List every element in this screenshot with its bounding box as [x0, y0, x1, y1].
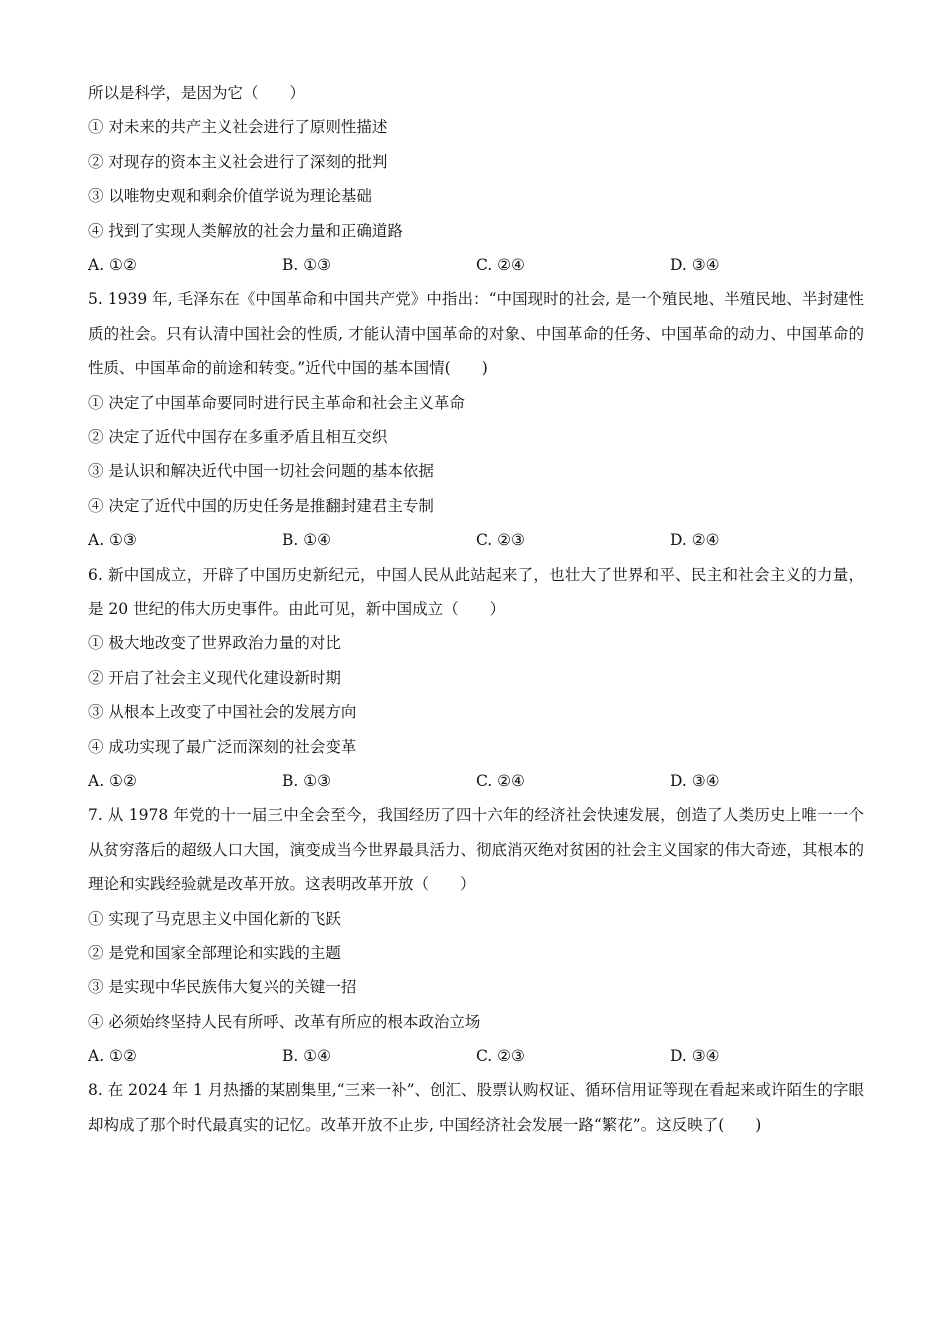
answer-options	[88, 523, 864, 557]
statement-line: ④ 决定了近代中国的历史任务是推翻封建君主专制	[88, 496, 434, 515]
answer-option: A. ①③	[88, 531, 137, 550]
statement-line: ④ 成功实现了最广泛而深刻的社会变革	[88, 737, 357, 756]
exam-page	[88, 76, 864, 1142]
answer-options	[88, 764, 864, 798]
answer-option: B. ①③	[282, 771, 332, 790]
answer-option: C. ②④	[476, 255, 525, 274]
answer-option: B. ①③	[282, 255, 332, 274]
statement-line: ③ 从根本上改变了中国社会的发展方向	[88, 703, 357, 722]
answer-option: A. ①②	[88, 255, 137, 274]
answer-option: A. ①②	[88, 771, 137, 790]
statement-line: ④ 必须始终坚持人民有所呼、改革有所应的根本政治立场	[88, 1012, 481, 1031]
statement-line: ① 实现了马克思主义中国化新的飞跃	[88, 909, 341, 928]
statement-line: 所以是科学，是因为它（ ）	[88, 84, 306, 102]
answer-option: D. ③④	[670, 1047, 720, 1066]
question-stem: 6. 新中国成立，开辟了中国历史新纪元，中国人民从此站起来了，也壮大了世界和平、民主和社会主义的力量，是 20 世纪的伟大历史事件。由此可见，新中国成立（ ）	[88, 565, 864, 618]
statement-line: ③ 以唯物史观和剩余价值学说为理论基础	[88, 187, 372, 206]
statement-line: ① 极大地改变了世界政治力量的对比	[88, 634, 341, 653]
question-stem: 5. 1939 年, 毛泽东在《中国革命和中国共产党》中指出：“中国现时的社会, 是一个殖民地、半殖民地、半封建性质的社会。只有认清中国社会的性质, 才能认清中国革命的对象、中国革命的任务、中国革命的动力、中国革命的性质、中国革命的前途和转变。”近代中国的基本国情( )	[88, 290, 864, 378]
answer-options	[88, 1039, 864, 1073]
question-stem: 8. 在 2024 年 1 月热播的某剧集里,“三来一补”、创汇、股票认购权证、循环信用证等现在看起来或许陌生的字眼却构成了那个时代最真实的记忆。改革开放不止步, 中国经济社会发展一路“繁花”。这反映了( )	[88, 1081, 864, 1134]
statement-line: ③ 是实现中华民族伟大复兴的关键一招	[88, 978, 357, 997]
question-stem: 7. 从 1978 年党的十一届三中全会至今，我国经历了四十六年的经济社会快速发展，创造了人类历史上唯一一个从贫穷落后的超级人口大国，演变成当今世界最具活力、彻底消灭绝对贫困的社会主义国家的伟大奇迹，其根本的理论和实践经验就是改革开放。这表明改革开放（ ）	[88, 806, 864, 894]
answer-options	[88, 248, 864, 282]
statement-line: ① 决定了中国革命要同时进行民主革命和社会主义革命	[88, 393, 465, 412]
statement-line: ① 对未来的共产主义社会进行了原则性描述	[88, 118, 388, 137]
answer-option: D. ②④	[670, 531, 720, 550]
statement-line: ② 是党和国家全部理论和实践的主题	[88, 943, 341, 962]
statement-line: ② 决定了近代中国存在多重矛盾且相互交织	[88, 427, 388, 446]
answer-option: D. ③④	[670, 255, 720, 274]
answer-option: C. ②③	[476, 531, 525, 550]
statement-line: ④ 找到了实现人类解放的社会力量和正确道路	[88, 221, 403, 240]
statement-line: ③ 是认识和解决近代中国一切社会问题的基本依据	[88, 462, 434, 481]
answer-option: A. ①②	[88, 1047, 137, 1066]
answer-option: B. ①④	[282, 1047, 332, 1066]
answer-option: B. ①④	[282, 531, 332, 550]
answer-option: C. ②③	[476, 1047, 525, 1066]
answer-option: D. ③④	[670, 771, 720, 790]
statement-line: ② 开启了社会主义现代化建设新时期	[88, 668, 341, 687]
statement-line: ② 对现存的资本主义社会进行了深刻的批判	[88, 152, 388, 171]
answer-option: C. ②④	[476, 771, 525, 790]
